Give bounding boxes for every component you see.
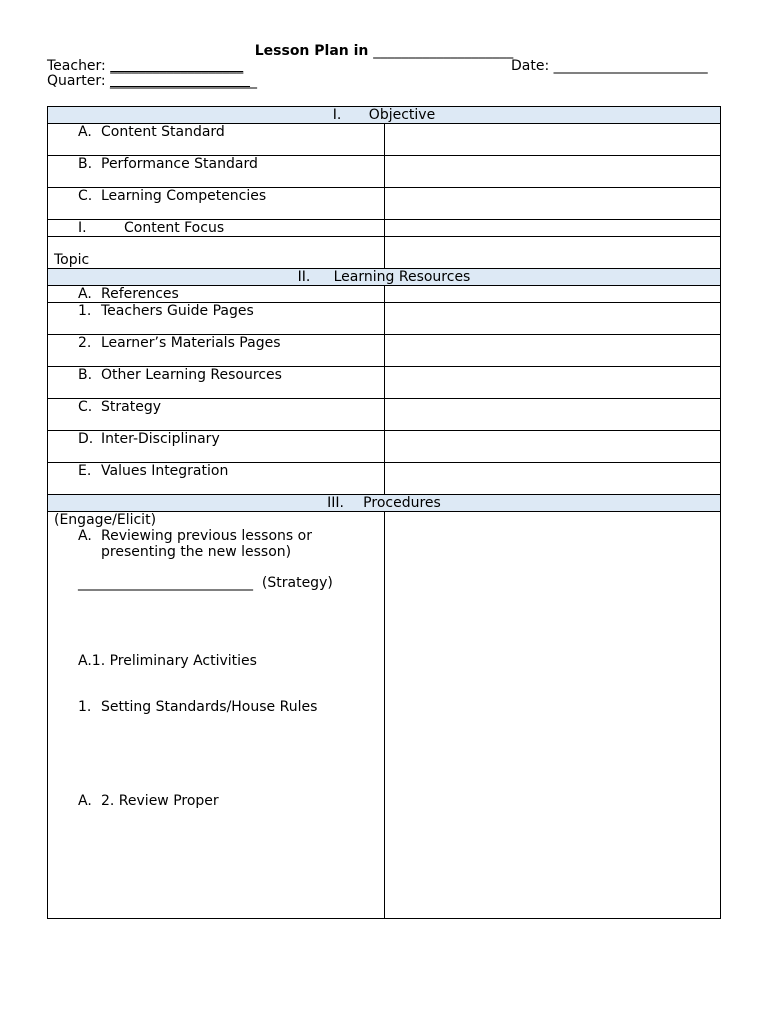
table-row xyxy=(48,335,721,367)
row-label-cell xyxy=(48,335,385,367)
row-entry-cell[interactable] xyxy=(384,367,721,399)
topic-entry-cell[interactable] xyxy=(384,237,721,269)
procedure-a-line2: presenting the new lesson) xyxy=(101,544,292,560)
row-label: Content Focus xyxy=(124,220,225,236)
row-entry-cell[interactable] xyxy=(384,335,721,367)
row-marker: A. xyxy=(78,286,92,302)
row-label-cell xyxy=(48,286,385,303)
row-label-cell xyxy=(48,303,385,335)
date-blank[interactable]: ______________________ xyxy=(553,58,708,74)
row-label: Other Learning Resources xyxy=(101,367,282,383)
section-header-cell xyxy=(48,107,721,124)
row-entry-cell[interactable] xyxy=(384,124,721,156)
house-rules-label: Setting Standards/House Rules xyxy=(101,699,318,715)
row-marker: B. xyxy=(78,156,93,172)
section-number: I. xyxy=(332,107,342,123)
procedures-entry-cell[interactable] xyxy=(384,512,721,919)
title-blank[interactable]: ____________________ xyxy=(373,43,514,59)
procedures-row xyxy=(48,512,721,919)
lesson-plan-table xyxy=(47,106,721,919)
row-label: Values Integration xyxy=(101,463,229,479)
row-marker: 1. xyxy=(78,303,92,319)
row-marker: A. xyxy=(78,124,92,140)
date-line xyxy=(511,58,708,74)
row-entry-cell[interactable] xyxy=(384,188,721,220)
row-marker: C. xyxy=(78,399,93,415)
row-label: References xyxy=(101,286,179,302)
section-header-resources xyxy=(48,269,721,286)
table-row xyxy=(48,399,721,431)
table-row xyxy=(48,286,721,303)
page-title xyxy=(0,43,768,59)
row-label: Strategy xyxy=(101,399,161,415)
topic-cell xyxy=(48,237,385,269)
row-entry-cell[interactable] xyxy=(384,220,721,237)
review-proper-item xyxy=(54,793,384,809)
row-marker: D. xyxy=(78,431,94,447)
section-header-procedures xyxy=(48,495,721,512)
table-row-topic xyxy=(48,237,721,269)
preliminary-activities: A.1. Preliminary Activities xyxy=(78,653,257,669)
row-label-cell xyxy=(48,220,385,237)
row-label-cell xyxy=(48,188,385,220)
procedure-a-line1: Reviewing previous lessons or xyxy=(101,528,312,544)
row-label: Learner’s Materials Pages xyxy=(101,335,281,351)
row-entry-cell[interactable] xyxy=(384,156,721,188)
row-entry-cell[interactable] xyxy=(384,303,721,335)
quarter-label: Quarter: xyxy=(47,73,106,89)
table-row xyxy=(48,463,721,495)
row-label-cell xyxy=(48,124,385,156)
procedures-label-cell xyxy=(48,512,385,919)
row-marker: A. xyxy=(78,528,92,544)
section-label: Learning Resources xyxy=(333,269,471,285)
section-number: III. xyxy=(327,495,345,511)
date-label: Date: xyxy=(511,58,550,74)
table-row xyxy=(48,220,721,237)
row-entry-cell[interactable] xyxy=(384,399,721,431)
row-marker: A. xyxy=(78,793,92,809)
title-text: Lesson Plan in xyxy=(254,43,369,59)
table-row xyxy=(48,303,721,335)
phase-label: (Engage/Elicit) xyxy=(54,512,157,528)
teacher-blank[interactable]: ___________________ xyxy=(110,58,244,74)
house-rules-item xyxy=(54,699,384,715)
teacher-label: Teacher: xyxy=(47,58,106,74)
row-label-cell xyxy=(48,399,385,431)
section-header-cell xyxy=(48,495,721,512)
row-label-cell xyxy=(48,367,385,399)
teacher-line xyxy=(47,58,243,74)
table-row xyxy=(48,431,721,463)
row-label: Content Standard xyxy=(101,124,225,140)
strategy-blank[interactable]: _________________________ xyxy=(78,575,253,591)
row-marker: I. xyxy=(78,220,87,236)
row-label-cell xyxy=(48,463,385,495)
table-row xyxy=(48,367,721,399)
row-label-cell xyxy=(48,431,385,463)
row-entry-cell[interactable] xyxy=(384,286,721,303)
row-label: Teachers Guide Pages xyxy=(101,303,254,319)
row-entry-cell[interactable] xyxy=(384,463,721,495)
row-label-cell xyxy=(48,156,385,188)
quarter-blank[interactable]: ____________________ xyxy=(110,73,251,89)
strategy-line xyxy=(54,575,384,591)
table-row xyxy=(48,156,721,188)
review-proper-label: 2. Review Proper xyxy=(101,793,219,809)
row-marker: 1. xyxy=(78,699,92,715)
quarter-line xyxy=(47,73,257,89)
procedure-item-a xyxy=(54,528,384,544)
row-label: Learning Competencies xyxy=(101,188,267,204)
row-marker: E. xyxy=(78,463,92,479)
row-label: Inter-Disciplinary xyxy=(101,431,220,447)
strategy-label: (Strategy) xyxy=(261,575,333,591)
quarter-tail: _ xyxy=(250,73,258,89)
row-entry-cell[interactable] xyxy=(384,431,721,463)
topic-label: Topic xyxy=(54,252,90,268)
table-row xyxy=(48,188,721,220)
section-number: II. xyxy=(297,269,311,285)
row-marker: B. xyxy=(78,367,93,383)
row-marker: C. xyxy=(78,188,93,204)
section-label: Procedures xyxy=(363,495,441,511)
table-row xyxy=(48,124,721,156)
section-header-objective xyxy=(48,107,721,124)
row-marker: 2. xyxy=(78,335,92,351)
section-label: Objective xyxy=(368,107,436,123)
section-header-cell xyxy=(48,269,721,286)
row-label: Performance Standard xyxy=(101,156,258,172)
